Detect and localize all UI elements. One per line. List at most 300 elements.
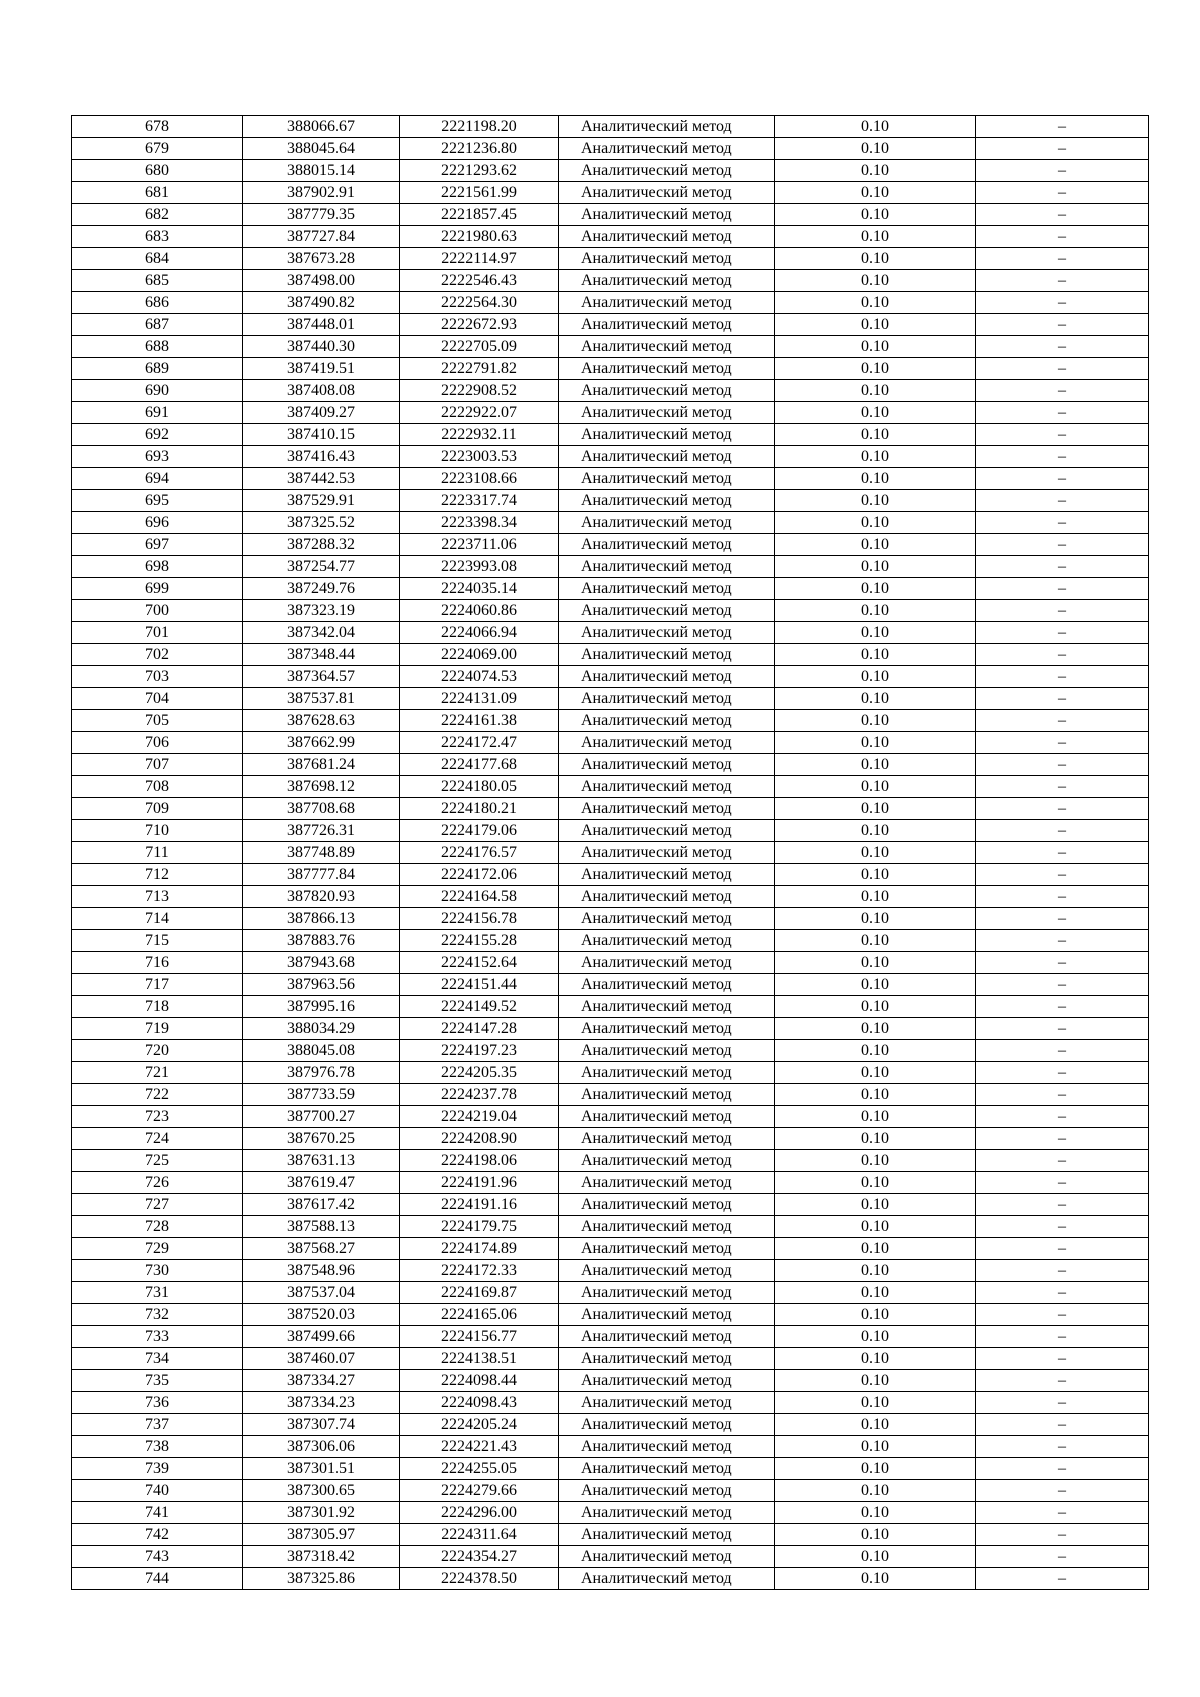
y-coordinate-cell: 2223003.53 [400,446,559,468]
method-cell: Аналитический метод [559,424,775,446]
y-coordinate-cell: 2224221.43 [400,1436,559,1458]
accuracy-cell: 0.10 [775,732,976,754]
x-coordinate-cell: 387726.31 [243,820,400,842]
y-coordinate-cell: 2224255.05 [400,1458,559,1480]
method-cell: Аналитический метод [559,842,775,864]
method-cell: Аналитический метод [559,820,775,842]
point-number-cell: 715 [72,930,243,952]
point-number-cell: 701 [72,622,243,644]
method-cell: Аналитический метод [559,1238,775,1260]
point-number-cell: 680 [72,160,243,182]
table-row [72,600,1149,622]
note-cell: – [976,116,1149,138]
point-number-cell: 742 [72,1524,243,1546]
x-coordinate-cell: 387995.16 [243,996,400,1018]
note-cell: – [976,908,1149,930]
method-cell: Аналитический метод [559,1392,775,1414]
x-coordinate-cell: 387537.81 [243,688,400,710]
accuracy-cell: 0.10 [775,886,976,908]
accuracy-cell: 0.10 [775,688,976,710]
accuracy-cell: 0.10 [775,1392,976,1414]
point-number-cell: 727 [72,1194,243,1216]
point-number-cell: 689 [72,358,243,380]
table-row [72,380,1149,402]
table-row [72,1128,1149,1150]
accuracy-cell: 0.10 [775,446,976,468]
accuracy-cell: 0.10 [775,666,976,688]
note-cell: – [976,1502,1149,1524]
table-row [72,116,1149,138]
point-number-cell: 705 [72,710,243,732]
note-cell: – [976,1392,1149,1414]
y-coordinate-cell: 2224156.77 [400,1326,559,1348]
x-coordinate-cell: 387301.51 [243,1458,400,1480]
x-coordinate-cell: 387628.63 [243,710,400,732]
y-coordinate-cell: 2223317.74 [400,490,559,512]
note-cell: – [976,1370,1149,1392]
y-coordinate-cell: 2224172.06 [400,864,559,886]
x-coordinate-cell: 387748.89 [243,842,400,864]
note-cell: – [976,1260,1149,1282]
method-cell: Аналитический метод [559,292,775,314]
accuracy-cell: 0.10 [775,1502,976,1524]
x-coordinate-cell: 387963.56 [243,974,400,996]
x-coordinate-cell: 387323.19 [243,600,400,622]
y-coordinate-cell: 2223711.06 [400,534,559,556]
accuracy-cell: 0.10 [775,842,976,864]
table-row [72,1502,1149,1524]
x-coordinate-cell: 387681.24 [243,754,400,776]
accuracy-cell: 0.10 [775,556,976,578]
note-cell: – [976,644,1149,666]
x-coordinate-cell: 387334.27 [243,1370,400,1392]
accuracy-cell: 0.10 [775,1414,976,1436]
point-number-cell: 692 [72,424,243,446]
table-row [72,930,1149,952]
note-cell: – [976,1172,1149,1194]
note-cell: – [976,1194,1149,1216]
point-number-cell: 685 [72,270,243,292]
method-cell: Аналитический метод [559,1348,775,1370]
accuracy-cell: 0.10 [775,1106,976,1128]
x-coordinate-cell: 387409.27 [243,402,400,424]
x-coordinate-cell: 388045.08 [243,1040,400,1062]
note-cell: – [976,314,1149,336]
accuracy-cell: 0.10 [775,292,976,314]
note-cell: – [976,578,1149,600]
point-number-cell: 736 [72,1392,243,1414]
point-number-cell: 687 [72,314,243,336]
method-cell: Аналитический метод [559,380,775,402]
table-row [72,952,1149,974]
y-coordinate-cell: 2224179.06 [400,820,559,842]
accuracy-cell: 0.10 [775,490,976,512]
x-coordinate-cell: 387416.43 [243,446,400,468]
note-cell: – [976,688,1149,710]
note-cell: – [976,446,1149,468]
note-cell: – [976,336,1149,358]
accuracy-cell: 0.10 [775,138,976,160]
method-cell: Аналитический метод [559,1568,775,1590]
table-row [72,314,1149,336]
point-number-cell: 712 [72,864,243,886]
point-number-cell: 702 [72,644,243,666]
note-cell: – [976,864,1149,886]
x-coordinate-cell: 387305.97 [243,1524,400,1546]
table-row [72,1062,1149,1084]
table-row [72,402,1149,424]
note-cell: – [976,754,1149,776]
y-coordinate-cell: 2224161.38 [400,710,559,732]
x-coordinate-cell: 387254.77 [243,556,400,578]
table-row [72,1326,1149,1348]
accuracy-cell: 0.10 [775,1238,976,1260]
x-coordinate-cell: 387976.78 [243,1062,400,1084]
method-cell: Аналитический метод [559,1282,775,1304]
point-number-cell: 731 [72,1282,243,1304]
accuracy-cell: 0.10 [775,534,976,556]
accuracy-cell: 0.10 [775,1062,976,1084]
method-cell: Аналитический метод [559,534,775,556]
point-number-cell: 717 [72,974,243,996]
table-row [72,270,1149,292]
x-coordinate-cell: 387529.91 [243,490,400,512]
y-coordinate-cell: 2224169.87 [400,1282,559,1304]
x-coordinate-cell: 387448.01 [243,314,400,336]
method-cell: Аналитический метод [559,622,775,644]
table-row [72,996,1149,1018]
table-row [72,358,1149,380]
x-coordinate-cell: 387943.68 [243,952,400,974]
table-row [72,1458,1149,1480]
table-row [72,1304,1149,1326]
accuracy-cell: 0.10 [775,1370,976,1392]
table-row [72,710,1149,732]
y-coordinate-cell: 2222791.82 [400,358,559,380]
note-cell: – [976,1480,1149,1502]
y-coordinate-cell: 2224180.21 [400,798,559,820]
point-number-cell: 690 [72,380,243,402]
x-coordinate-cell: 387348.44 [243,644,400,666]
point-number-cell: 691 [72,402,243,424]
note-cell: – [976,1150,1149,1172]
table-body [72,116,1149,1590]
point-number-cell: 709 [72,798,243,820]
note-cell: – [976,1326,1149,1348]
accuracy-cell: 0.10 [775,600,976,622]
method-cell: Аналитический метод [559,1502,775,1524]
y-coordinate-cell: 2222546.43 [400,270,559,292]
method-cell: Аналитический метод [559,644,775,666]
y-coordinate-cell: 2224378.50 [400,1568,559,1590]
x-coordinate-cell: 387902.91 [243,182,400,204]
x-coordinate-cell: 387249.76 [243,578,400,600]
point-number-cell: 725 [72,1150,243,1172]
point-number-cell: 678 [72,116,243,138]
note-cell: – [976,666,1149,688]
table-row [72,1392,1149,1414]
accuracy-cell: 0.10 [775,248,976,270]
document-page [71,115,1148,1590]
method-cell: Аналитический метод [559,270,775,292]
accuracy-cell: 0.10 [775,424,976,446]
method-cell: Аналитический метод [559,600,775,622]
method-cell: Аналитический метод [559,1458,775,1480]
table-row [72,248,1149,270]
method-cell: Аналитический метод [559,468,775,490]
y-coordinate-cell: 2222564.30 [400,292,559,314]
y-coordinate-cell: 2224147.28 [400,1018,559,1040]
accuracy-cell: 0.10 [775,1436,976,1458]
method-cell: Аналитический метод [559,776,775,798]
y-coordinate-cell: 2224208.90 [400,1128,559,1150]
point-number-cell: 686 [72,292,243,314]
note-cell: – [976,1106,1149,1128]
point-number-cell: 718 [72,996,243,1018]
y-coordinate-cell: 2224074.53 [400,666,559,688]
method-cell: Аналитический метод [559,138,775,160]
method-cell: Аналитический метод [559,974,775,996]
accuracy-cell: 0.10 [775,1524,976,1546]
x-coordinate-cell: 387733.59 [243,1084,400,1106]
note-cell: – [976,1348,1149,1370]
y-coordinate-cell: 2224172.33 [400,1260,559,1282]
method-cell: Аналитический метод [559,732,775,754]
y-coordinate-cell: 2224176.57 [400,842,559,864]
y-coordinate-cell: 2224149.52 [400,996,559,1018]
method-cell: Аналитический метод [559,688,775,710]
point-number-cell: 703 [72,666,243,688]
method-cell: Аналитический метод [559,512,775,534]
table-row [72,1348,1149,1370]
table-row [72,1480,1149,1502]
table-row [72,798,1149,820]
y-coordinate-cell: 2222932.11 [400,424,559,446]
y-coordinate-cell: 2223993.08 [400,556,559,578]
accuracy-cell: 0.10 [775,776,976,798]
table-row [72,754,1149,776]
table-row [72,534,1149,556]
x-coordinate-cell: 387779.35 [243,204,400,226]
x-coordinate-cell: 387866.13 [243,908,400,930]
accuracy-cell: 0.10 [775,182,976,204]
y-coordinate-cell: 2224152.64 [400,952,559,974]
x-coordinate-cell: 387306.06 [243,1436,400,1458]
x-coordinate-cell: 387325.86 [243,1568,400,1590]
accuracy-cell: 0.10 [775,512,976,534]
note-cell: – [976,842,1149,864]
note-cell: – [976,468,1149,490]
accuracy-cell: 0.10 [775,358,976,380]
table-row [72,1216,1149,1238]
note-cell: – [976,160,1149,182]
point-number-cell: 737 [72,1414,243,1436]
note-cell: – [976,138,1149,160]
table-row [72,974,1149,996]
point-number-cell: 684 [72,248,243,270]
point-number-cell: 738 [72,1436,243,1458]
y-coordinate-cell: 2224155.28 [400,930,559,952]
x-coordinate-cell: 387700.27 [243,1106,400,1128]
x-coordinate-cell: 387410.15 [243,424,400,446]
table-row [72,424,1149,446]
y-coordinate-cell: 2224138.51 [400,1348,559,1370]
point-number-cell: 723 [72,1106,243,1128]
accuracy-cell: 0.10 [775,1326,976,1348]
accuracy-cell: 0.10 [775,1040,976,1062]
x-coordinate-cell: 387619.47 [243,1172,400,1194]
y-coordinate-cell: 2224172.47 [400,732,559,754]
point-number-cell: 704 [72,688,243,710]
x-coordinate-cell: 387777.84 [243,864,400,886]
note-cell: – [976,556,1149,578]
point-number-cell: 722 [72,1084,243,1106]
method-cell: Аналитический метод [559,314,775,336]
table-row [72,578,1149,600]
note-cell: – [976,996,1149,1018]
y-coordinate-cell: 2224098.43 [400,1392,559,1414]
x-coordinate-cell: 387442.53 [243,468,400,490]
point-number-cell: 688 [72,336,243,358]
y-coordinate-cell: 2223398.34 [400,512,559,534]
method-cell: Аналитический метод [559,1546,775,1568]
method-cell: Аналитический метод [559,358,775,380]
note-cell: – [976,1018,1149,1040]
accuracy-cell: 0.10 [775,622,976,644]
method-cell: Аналитический метод [559,1194,775,1216]
y-coordinate-cell: 2224311.64 [400,1524,559,1546]
note-cell: – [976,732,1149,754]
y-coordinate-cell: 2224066.94 [400,622,559,644]
point-number-cell: 726 [72,1172,243,1194]
y-coordinate-cell: 2224174.89 [400,1238,559,1260]
method-cell: Аналитический метод [559,710,775,732]
point-number-cell: 728 [72,1216,243,1238]
note-cell: – [976,1040,1149,1062]
table-row [72,490,1149,512]
table-row [72,468,1149,490]
table-row [72,138,1149,160]
point-number-cell: 713 [72,886,243,908]
table-row [72,1370,1149,1392]
point-number-cell: 743 [72,1546,243,1568]
y-coordinate-cell: 2224198.06 [400,1150,559,1172]
x-coordinate-cell: 387408.08 [243,380,400,402]
accuracy-cell: 0.10 [775,380,976,402]
method-cell: Аналитический метод [559,1216,775,1238]
method-cell: Аналитический метод [559,248,775,270]
accuracy-cell: 0.10 [775,798,976,820]
y-coordinate-cell: 2224205.35 [400,1062,559,1084]
point-number-cell: 681 [72,182,243,204]
y-coordinate-cell: 2224191.16 [400,1194,559,1216]
x-coordinate-cell: 387708.68 [243,798,400,820]
table-row [72,1436,1149,1458]
x-coordinate-cell: 387883.76 [243,930,400,952]
y-coordinate-cell: 2221236.80 [400,138,559,160]
note-cell: – [976,1568,1149,1590]
method-cell: Аналитический метод [559,182,775,204]
accuracy-cell: 0.10 [775,710,976,732]
y-coordinate-cell: 2224354.27 [400,1546,559,1568]
point-number-cell: 694 [72,468,243,490]
method-cell: Аналитический метод [559,556,775,578]
point-number-cell: 698 [72,556,243,578]
table-row [72,204,1149,226]
y-coordinate-cell: 2224131.09 [400,688,559,710]
note-cell: – [976,1062,1149,1084]
note-cell: – [976,886,1149,908]
x-coordinate-cell: 387307.74 [243,1414,400,1436]
table-row [72,292,1149,314]
y-coordinate-cell: 2224035.14 [400,578,559,600]
point-number-cell: 706 [72,732,243,754]
accuracy-cell: 0.10 [775,336,976,358]
y-coordinate-cell: 2224205.24 [400,1414,559,1436]
x-coordinate-cell: 388034.29 [243,1018,400,1040]
table-row [72,446,1149,468]
y-coordinate-cell: 2224180.05 [400,776,559,798]
point-number-cell: 708 [72,776,243,798]
y-coordinate-cell: 2224296.00 [400,1502,559,1524]
y-coordinate-cell: 2222908.52 [400,380,559,402]
x-coordinate-cell: 387342.04 [243,622,400,644]
note-cell: – [976,1436,1149,1458]
y-coordinate-cell: 2223108.66 [400,468,559,490]
note-cell: – [976,248,1149,270]
accuracy-cell: 0.10 [775,314,976,336]
note-cell: – [976,490,1149,512]
table-row [72,864,1149,886]
accuracy-cell: 0.10 [775,1282,976,1304]
table-row [72,908,1149,930]
y-coordinate-cell: 2224237.78 [400,1084,559,1106]
accuracy-cell: 0.10 [775,1480,976,1502]
method-cell: Аналитический метод [559,1106,775,1128]
method-cell: Аналитический метод [559,1436,775,1458]
point-number-cell: 697 [72,534,243,556]
note-cell: – [976,710,1149,732]
table-row [72,1524,1149,1546]
table-row [72,1546,1149,1568]
note-cell: – [976,204,1149,226]
y-coordinate-cell: 2221198.20 [400,116,559,138]
method-cell: Аналитический метод [559,116,775,138]
note-cell: – [976,534,1149,556]
x-coordinate-cell: 388066.67 [243,116,400,138]
point-number-cell: 724 [72,1128,243,1150]
accuracy-cell: 0.10 [775,1348,976,1370]
note-cell: – [976,380,1149,402]
table-row [72,622,1149,644]
method-cell: Аналитический метод [559,1040,775,1062]
accuracy-cell: 0.10 [775,996,976,1018]
table-row [72,1568,1149,1590]
method-cell: Аналитический метод [559,204,775,226]
point-number-cell: 720 [72,1040,243,1062]
method-cell: Аналитический метод [559,226,775,248]
note-cell: – [976,820,1149,842]
note-cell: – [976,424,1149,446]
point-number-cell: 696 [72,512,243,534]
method-cell: Аналитический метод [559,1150,775,1172]
note-cell: – [976,798,1149,820]
note-cell: – [976,512,1149,534]
point-number-cell: 740 [72,1480,243,1502]
accuracy-cell: 0.10 [775,468,976,490]
accuracy-cell: 0.10 [775,1172,976,1194]
accuracy-cell: 0.10 [775,578,976,600]
